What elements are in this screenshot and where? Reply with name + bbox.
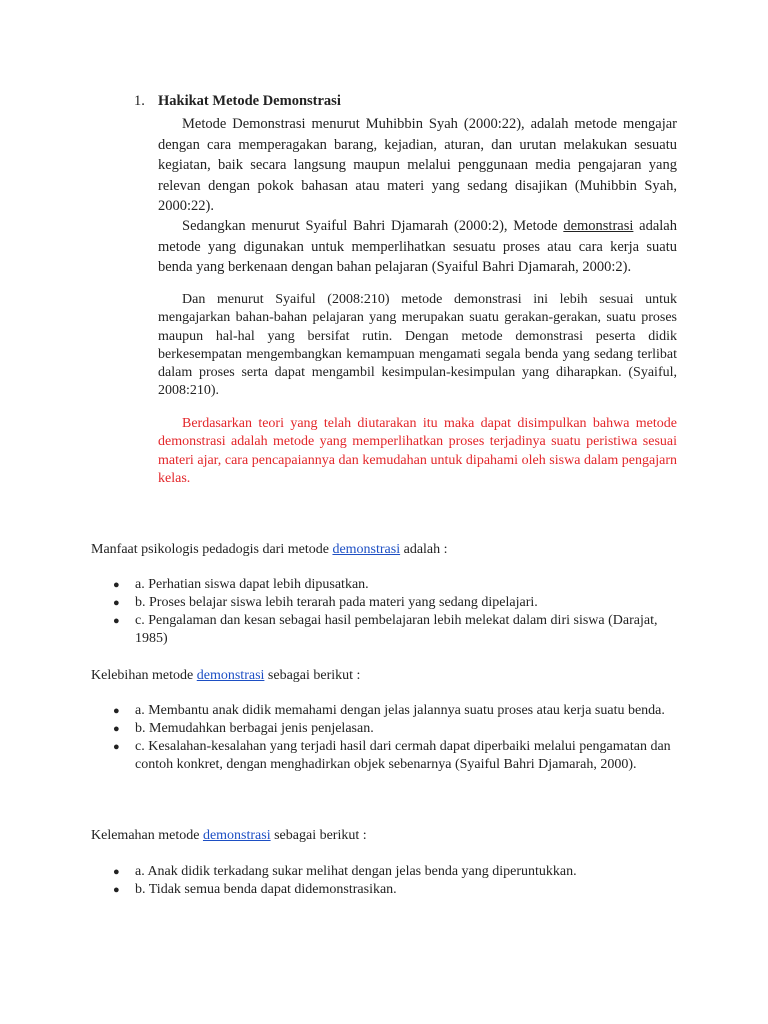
paragraph-definition-muhibbin: [158, 114, 677, 217]
section-number: 1.: [134, 93, 145, 109]
manfaat-list: [111, 576, 671, 648]
demonstrasi-link[interactable]: demonstrasi: [332, 542, 401, 557]
kelebihan-intro: Kelebihan metode demonstrasi sebagai berikut :: [91, 668, 361, 683]
list-item: ● a. Perhatian siswa dapat lebih dipusatkan.: [113, 577, 369, 592]
list-item: ● b. Memudahkan berbagai jenis penjelasan.: [113, 721, 374, 736]
bullet-icon: ●: [113, 579, 120, 591]
paragraph-text: adalah metode yang digunakan untuk memperlihatkan sesuatu proses atau cara kerja suatu benda yang berkenaan dengan bahan pelajaran (Syaiful Bahri Djamarah, 2000:2).: [158, 218, 677, 275]
bullet-icon: ●: [113, 615, 120, 627]
paragraph-definition-syaiful: [158, 291, 677, 401]
paragraph-text: Dan menurut Syaiful (2008:210) metode demonstrasi ini lebih sesuai untuk mengajarkan bahan-bahan pelajaran yang merupakan suatu gerakan-gerakan, suatu proses maupun hal-hal yang bersifat rutin. Dengan metode demonstrasi peserta didik berkesempatan mengembangkan kemampuan mengamati segala benda yang sedang terlibat dalam proses serta dapat mengambil kesimpulan-kesimpulan yang diharapkan. (Syaiful, 2008:210).: [158, 292, 677, 399]
underlined-term: demonstrasi: [563, 218, 634, 234]
list-item: ● b. Proses belajar siswa lebih terarah pada materi yang sedang dipelajari.: [113, 595, 538, 610]
bullet-icon: ●: [113, 723, 120, 735]
list-item: ● a. Membantu anak didik memahami dengan jelas jalannya suatu proses atau kerja suatu benda.: [113, 703, 665, 718]
kelemahan-list: [111, 863, 671, 899]
bullet-icon: ●: [113, 884, 120, 896]
kelebihan-list: [111, 702, 671, 774]
paragraph-text: Berdasarkan teori yang telah diutarakan itu maka dapat disimpulkan bahwa metode demonstrasi adalah metode yang memperlihatkan proses terjadinya suatu peristiwa sesuai materi ajar, cara pencapaiannya dan kemudahan untuk dipahami oleh siswa dalam pengajarn kelas.: [158, 416, 677, 486]
kelemahan-intro: Kelemahan metode demonstrasi sebagai berikut :: [91, 828, 367, 843]
bullet-icon: ●: [113, 741, 120, 753]
demonstrasi-link[interactable]: demonstrasi: [196, 668, 265, 683]
paragraph-text: Metode Demonstrasi menurut Muhibbin Syah (2000:22), adalah metode mengajar dengan cara memperagakan barang, kejadian, aturan, dan urutan melakukan sesuatu kegiatan, baik secara langsung maupun melalui penggunaan media pengajaran yang relevan dengan pokok bahasan atau materi yang sedang disajikan (Muhibbin Syah, 2000:22).: [158, 116, 677, 214]
section-title: Hakikat Metode Demonstrasi: [158, 93, 341, 109]
paragraph-text: Sedangkan menurut Syaiful Bahri Djamarah (2000:2), Metode: [182, 218, 564, 234]
list-item: ● b. Tidak semua benda dapat didemonstrasikan.: [113, 882, 397, 897]
paragraph-conclusion: [158, 415, 677, 488]
paragraph-definition-djamarah: [158, 216, 677, 278]
bullet-icon: ●: [113, 597, 120, 609]
bullet-icon: ●: [113, 866, 120, 878]
bullet-icon: ●: [113, 705, 120, 717]
manfaat-intro: Manfaat psikologis pedadogis dari metode demonstrasi adalah :: [91, 542, 448, 557]
list-item: ● c. Pengalaman dan kesan sebagai hasil pembelajaran lebih melekat dalam diri siswa (Darajat, 1985): [113, 613, 658, 646]
list-item: ● a. Anak didik terkadang sukar melihat dengan jelas benda yang diperuntukkan.: [113, 864, 577, 879]
list-item: ● c. Kesalahan-kesalahan yang terjadi hasil dari cermah dapat diperbaiki melalui pengamatan dan contoh konkret, dengan menghadirkan objek sebenarnya (Syaiful Bahri Djamarah, 2000).: [113, 739, 671, 772]
section-heading: [134, 92, 341, 111]
demonstrasi-link[interactable]: demonstrasi: [202, 828, 271, 843]
